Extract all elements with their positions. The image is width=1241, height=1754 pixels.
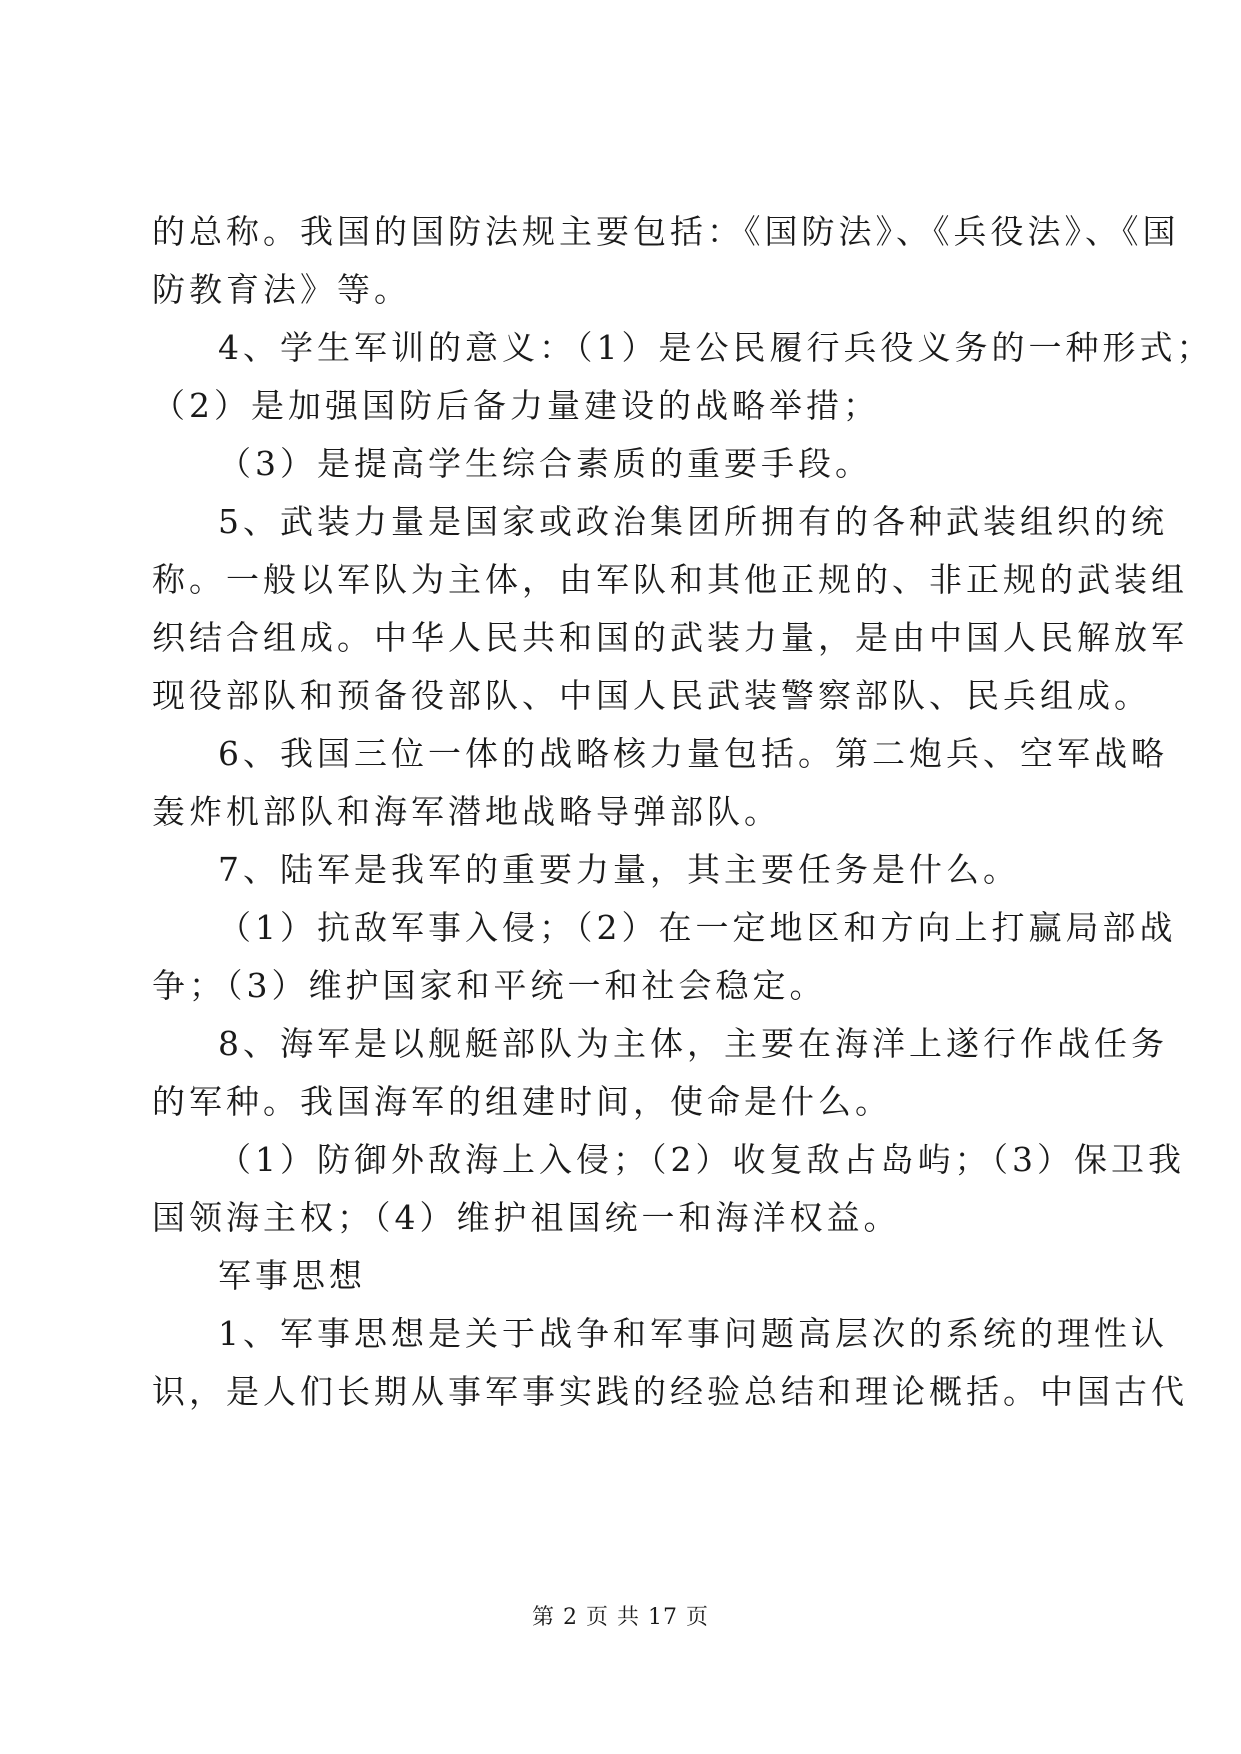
text-line: 轰炸机部队和海军潜地战略导弹部队。 bbox=[152, 792, 781, 831]
text-line: 4、学生军训的意义：（1）是公民履行兵役义务的一种形式； bbox=[218, 328, 1214, 367]
text-line: 7、陆军是我军的重要力量，其主要任务是什么。 bbox=[218, 850, 1020, 889]
text-line: 识，是人们长期从事军事实践的经验总结和理论概括。中国古代 bbox=[152, 1372, 1188, 1411]
text-line: 5、武装力量是国家或政治集团所拥有的各种武装组织的统 bbox=[218, 502, 1168, 541]
text-line: （3）是提高学生综合素质的重要手段。 bbox=[218, 444, 872, 483]
text-line: 8、海军是以舰艇部队为主体，主要在海洋上遂行作战任务 bbox=[218, 1024, 1168, 1063]
section-heading: 军事思想 bbox=[218, 1256, 366, 1295]
text-line: 的军种。我国海军的组建时间，使命是什么。 bbox=[152, 1082, 892, 1121]
text-line: 现役部队和预备役部队、中国人民武装警察部队、民兵组成。 bbox=[152, 676, 1151, 715]
text-line: 国领海主权；（4）维护祖国统一和海洋权益。 bbox=[152, 1198, 901, 1237]
text-line: （2）是加强国防后备力量建设的战略举措； bbox=[152, 386, 880, 425]
text-line: 6、我国三位一体的战略核力量包括。第二炮兵、空军战略 bbox=[218, 734, 1168, 773]
text-line: 1、军事思想是关于战争和军事问题高层次的系统的理性认 bbox=[218, 1314, 1168, 1353]
text-line: 防教育法》等。 bbox=[152, 270, 411, 309]
text-line: （1）防御外敌海上入侵；（2）收复敌占岛屿；（3）保卫我 bbox=[218, 1140, 1185, 1179]
text-line: 称。一般以军队为主体，由军队和其他正规的、非正规的武装组 bbox=[152, 560, 1188, 599]
page-footer: 第 2 页 共 17 页 bbox=[532, 1605, 709, 1630]
text-line: 争；（3）维护国家和平统一和社会稳定。 bbox=[152, 966, 827, 1005]
text-line: （1）抗敌军事入侵；（2）在一定地区和方向上打赢局部战 bbox=[218, 908, 1177, 947]
text-line: 的总称。我国的国防法规主要包括：《国防法》、《兵役法》、《国 bbox=[152, 212, 1180, 251]
text-line: 织结合组成。中华人民共和国的武装力量，是由中国人民解放军 bbox=[152, 618, 1188, 657]
